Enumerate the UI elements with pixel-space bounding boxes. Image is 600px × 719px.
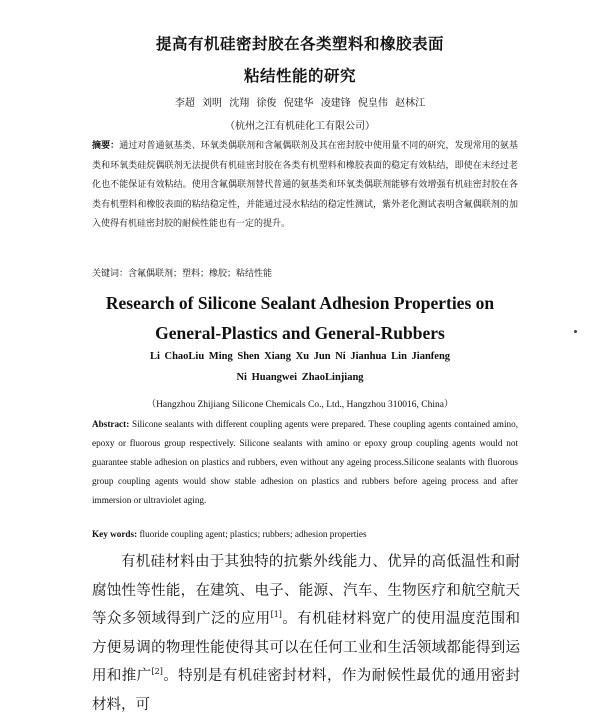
title-cn-line2: 粘结性能的研究 [243,67,356,85]
body-text-part3: 。特别是有机硅密封材料，作为耐候性最优的通用密封材料，可 [92,668,521,713]
authors-en-line2: Ni Huangwei ZhaoLinjiang [236,372,364,383]
title-en-line1: Research of Silicone Sealant Adhesion Properties on [105,293,495,313]
keywords-cn-text: 含氟偶联剂；塑料；橡胶；粘结性能 [128,269,273,279]
body-paragraph [92,548,520,719]
scan-speck [574,330,577,333]
body-text-part1: 有机硅材料由于其独特的抗紫外线能力、优异的高低温性和耐腐蚀性等性能，在建筑、电子、能源、汽车、生物医疗和航空航天等众多领域得到广泛的应用 [92,554,520,627]
abstract-en-label: Abstract: [92,419,130,429]
abstract-cn-label: 摘要： [92,141,120,151]
abstract-cn-text: 通过对普通氨基类、环氧类偶联剂和含氟偶联剂及其在密封胶中使用量不同的研究，发现常用的氨基类和环氧类硅烷偶联剂无法提供有机硅密封胶在各类有机塑料和橡胶表面的稳定有效粘结，即使在未经过老化也不能保证有效粘结。使用含氟偶联剂替代普通的氨基类和环氧类偶联剂能够有效增强有机硅密封胶在各类有机塑料和橡胶表面的粘结稳定性，并能通过浸水粘结的稳定性测试，紫外老化测试表明含氟偶联剂的加入使得有机硅密封胶的耐候性能也有一定的提升。 [92,141,518,229]
body-text-part2: 。有机硅材料宽广的使用温度范围和方便易调的物理性能使得其可以在任何工业和生活领域都能得到运用和推广 [92,611,521,684]
authors-en-line1: Li ChaoLiu Ming Shen Xiang Xu Jun Ni Jianhua Lin Jianfeng [149,351,451,362]
title-cn-line1: 提高有机硅密封胶在各类塑料和橡胶表面 [155,35,444,53]
keywords-cn-label: 关键词： [92,269,129,279]
abstract-cn [92,137,518,235]
keywords-en-text: fluoride coupling agent; plastics; rubbers; adhesion properties [137,529,367,539]
title-en-line2: General-Plastics and General-Rubbers [155,323,445,343]
citation-ref-1[interactable]: [1] [270,610,282,619]
affiliation-cn: （杭州之江有机硅化工有限公司） [225,121,375,132]
keywords-en [92,529,367,539]
abstract-en-text: Silicone sealants with different coupling agents were prepared. These coupling agents contained amino, epoxy or fluorous group respectively. Silicone sealants with amino or epoxy group coupling agents would not guarantee stable adhesion on plastics and rubbers, even without any ageing process.Silicone sealants with fluorous group coupling agents would show stable adhesion on plastics and rubbers before ageing process and after immersion or ultraviolet aging. [92,419,518,505]
keywords-cn [92,266,272,279]
authors-cn: 李超 刘明 沈翔 徐俊 倪建华 凌建锋 倪皇伟 赵林江 [174,98,426,109]
keywords-en-label: Key words: [92,529,138,539]
abstract-en [92,415,518,510]
citation-ref-2[interactable]: [2] [151,667,163,676]
affiliation-en: （Hangzhou Zhijiang Silicone Chemicals Co., Ltd., Hangzhou 310016, China） [146,400,454,410]
